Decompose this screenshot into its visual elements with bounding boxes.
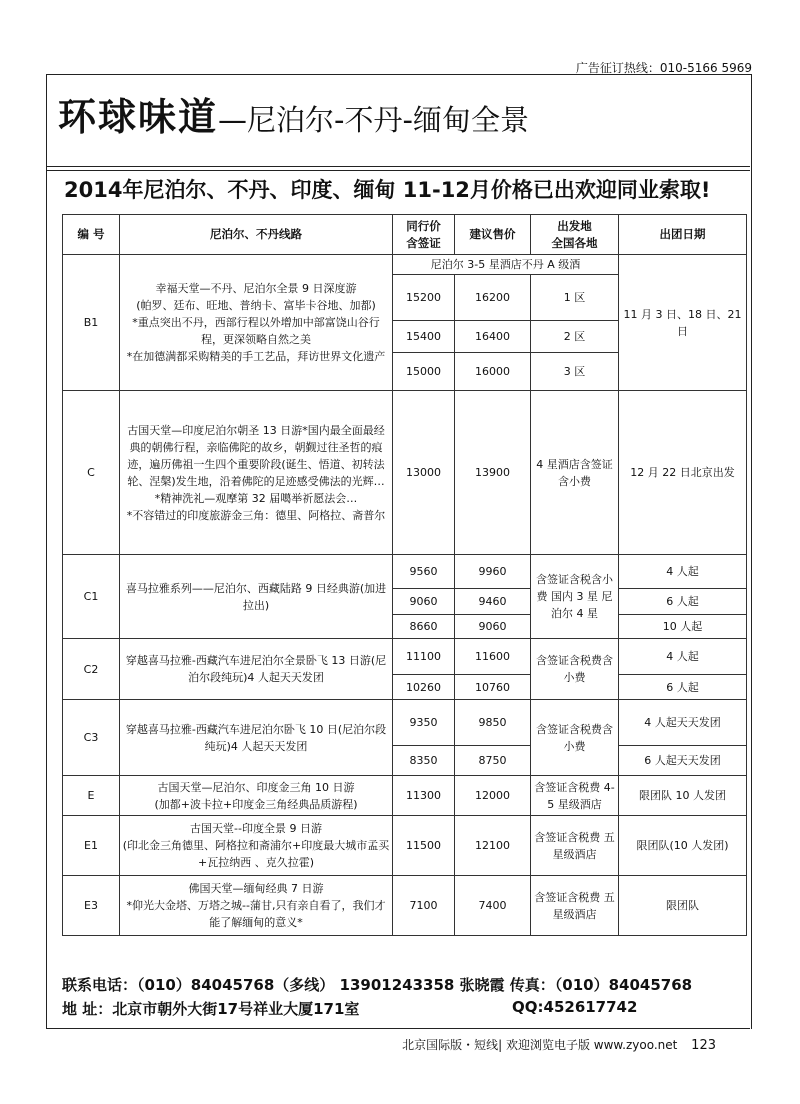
peer-price: 15400: [393, 321, 455, 353]
page-footer: [402, 1036, 716, 1053]
retail-price: 9850: [455, 700, 531, 746]
row-code: E: [63, 776, 120, 816]
zone: 2 区: [531, 321, 619, 353]
retail-price: 13900: [455, 391, 531, 555]
divider: [46, 166, 750, 167]
row-dates: 4 人起: [619, 555, 747, 589]
row-route: 喜马拉雅系列——尼泊尔、西藏陆路 9 日经典游(加进拉出): [120, 555, 393, 639]
price-banner: 2014年尼泊尔、不丹、印度、缅甸 11-12月价格已出欢迎同业索取!: [64, 178, 711, 202]
row-route: 穿越喜马拉雅-西藏汽车进尼泊尔卧飞 10 日(尼泊尔段纯玩)4 人起天天发团: [120, 700, 393, 776]
row-dates: 4 人起天天发团: [619, 700, 747, 746]
row-route: 穿越喜马拉雅-西藏汽车进尼泊尔全景卧飞 13 日游(尼泊尔段纯玩)4 人起天天发团: [120, 639, 393, 700]
row-route: 幸福天堂—不丹、尼泊尔全景 9 日深度游 (帕罗、廷布、旺地、普纳卡、富毕卡谷地、加都) *重点突出不丹，西部行程以外增加中部富饶山谷行程，更深领略自然之美 *在加德满都采购精美的手工艺品，拜访世界文化遗产: [120, 255, 393, 391]
row-note: 含签证含税费 五星级酒店: [531, 876, 619, 936]
row-note: 含签证含税含小费 国内 3 星 尼泊尔 4 星: [531, 555, 619, 639]
price-table: [62, 214, 747, 936]
peer-price: 10260: [393, 675, 455, 700]
contact-address: [62, 998, 638, 1019]
table-row: [63, 391, 747, 555]
table-row: [63, 639, 747, 675]
row-note: 含签证含税费 4-5 星级酒店: [531, 776, 619, 816]
ad-hotline: 广告征订热线：010-5166 5969: [575, 61, 752, 75]
row-code: C: [63, 391, 120, 555]
row-code: C2: [63, 639, 120, 700]
peer-price: 8660: [393, 615, 455, 639]
row-dates: 6 人起: [619, 589, 747, 615]
row-dates: 10 人起: [619, 615, 747, 639]
row-code: C3: [63, 700, 120, 776]
retail-price: 7400: [455, 876, 531, 936]
peer-price: 11500: [393, 816, 455, 876]
peer-price: 13000: [393, 391, 455, 555]
col-departure: 出发地 全国各地: [531, 215, 619, 255]
row-dates: 6 人起: [619, 675, 747, 700]
peer-price: 15000: [393, 353, 455, 391]
footer-divider: [46, 1028, 750, 1029]
table-header-row: [63, 215, 747, 255]
table-row: [63, 700, 747, 746]
retail-price: 10760: [455, 675, 531, 700]
col-peer-price: 同行价 含签证: [393, 215, 455, 255]
row-dates: 11 月 3 日、18 日、21 日: [619, 255, 747, 391]
retail-price: 9960: [455, 555, 531, 589]
address-text: 地 址：北京市朝外大街17号祥业大厦171室: [62, 1000, 360, 1018]
title-sub: —尼泊尔-不丹-缅甸全景: [218, 103, 529, 137]
retail-price: 9060: [455, 615, 531, 639]
retail-price: 16200: [455, 275, 531, 321]
row-route: 古国天堂—尼泊尔、印度金三角 10 日游 (加都+波卡拉+印度金三角经典品质游程): [120, 776, 393, 816]
peer-price: 9560: [393, 555, 455, 589]
row-code: E3: [63, 876, 120, 936]
col-retail-price: 建议售价: [455, 215, 531, 255]
retail-price: 16400: [455, 321, 531, 353]
row-note: 4 星酒店含签证含小费: [531, 391, 619, 555]
peer-price: 9060: [393, 589, 455, 615]
page-number: 123: [691, 1038, 716, 1053]
peer-price: 15200: [393, 275, 455, 321]
col-route: 尼泊尔、不丹线路: [120, 215, 393, 255]
col-dates: 出团日期: [619, 215, 747, 255]
retail-price: 12100: [455, 816, 531, 876]
row-dates: 限团队: [619, 876, 747, 936]
row-code: E1: [63, 816, 120, 876]
row-route: 佛国天堂—缅甸经典 7 日游 *仰光大金塔、万塔之城--蒲甘,只有亲自看了，我们才能了解缅甸的意义*: [120, 876, 393, 936]
table-row: [63, 555, 747, 589]
zone: 1 区: [531, 275, 619, 321]
footer-text: 北京国际版・短线| 欢迎浏览电子版 www.zyoo.net: [402, 1038, 678, 1052]
title-main: 环球味道: [58, 95, 219, 139]
retail-price: 11600: [455, 639, 531, 675]
row-code: C1: [63, 555, 120, 639]
divider: [46, 170, 750, 171]
row-note: 含签证含税费 五星级酒店: [531, 816, 619, 876]
table-row: [63, 816, 747, 876]
row-note: 含签证含税费含小费: [531, 639, 619, 700]
table-row: [63, 255, 747, 275]
row-route: 古国天堂—印度尼泊尔朝圣 13 日游*国内最全面最经典的朝佛行程，亲临佛陀的故乡，朝觐过往圣哲的痕迹，遍历佛祖一生四个重要阶段(诞生、悟道、初转法轮、涅槃)发生地，沿着佛陀的足迹感受佛法的光辉… *精神洗礼—观摩第 32 届噶举祈愿法会… *不容错过的印度旅游金三角：德里、阿格拉、斋普尔: [120, 391, 393, 555]
peer-price: 9350: [393, 700, 455, 746]
qq-number: QQ:452617742: [512, 998, 638, 1016]
col-code: 编 号: [63, 215, 120, 255]
peer-price: 11300: [393, 776, 455, 816]
zone: 3 区: [531, 353, 619, 391]
peer-price: 7100: [393, 876, 455, 936]
row-dates: 4 人起: [619, 639, 747, 675]
retail-price: 8750: [455, 746, 531, 776]
peer-price: 11100: [393, 639, 455, 675]
row-dates: 12 月 22 日北京出发: [619, 391, 747, 555]
retail-price: 12000: [455, 776, 531, 816]
contact-phone: 联系电话：（010）84045768（多线） 13901243358 张晓霞 传真：（010）84045768: [62, 976, 693, 994]
hotel-note: 尼泊尔 3-5 星酒店不丹 A 级酒: [393, 255, 619, 275]
table-row: [63, 776, 747, 816]
retail-price: 9460: [455, 589, 531, 615]
row-code: B1: [63, 255, 120, 391]
row-dates: 限团队 10 人发团: [619, 776, 747, 816]
peer-price: 8350: [393, 746, 455, 776]
page-title: [58, 86, 529, 141]
row-note: 含签证含税费含小费: [531, 700, 619, 776]
table-row: [63, 876, 747, 936]
retail-price: 16000: [455, 353, 531, 391]
row-dates: 6 人起天天发团: [619, 746, 747, 776]
row-route: 古国天堂--印度全景 9 日游 (印北金三角德里、阿格拉和斋浦尔+印度最大城市孟买+瓦拉纳西 、克久拉霍): [120, 816, 393, 876]
row-dates: 限团队(10 人发团): [619, 816, 747, 876]
